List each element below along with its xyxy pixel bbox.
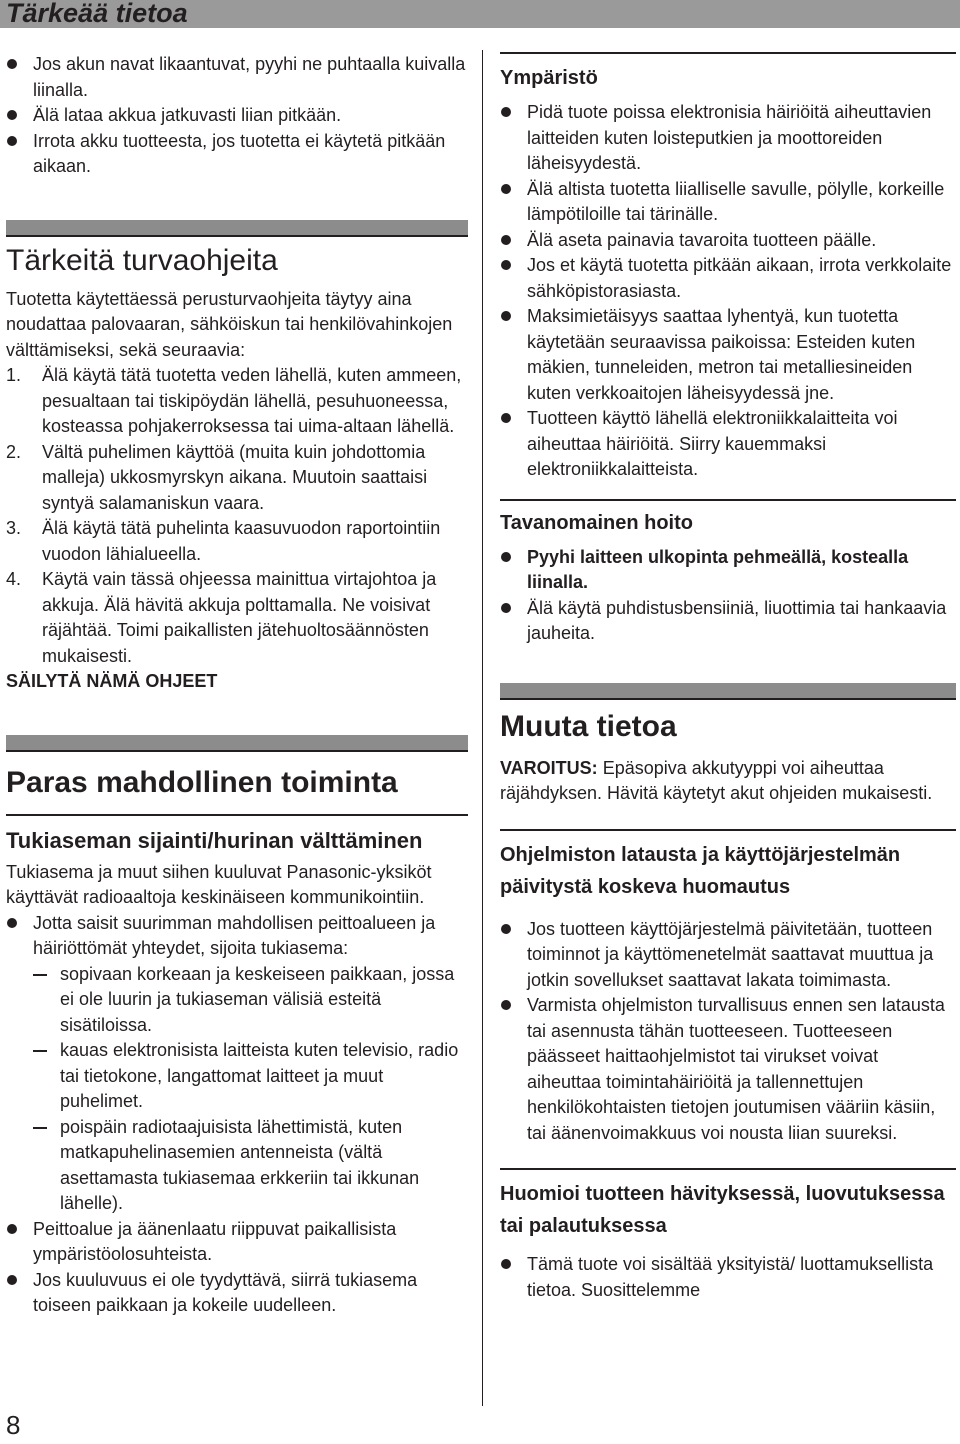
- warning-label: VAROITUS:: [500, 757, 598, 778]
- safety-title: Tärkeitä turvaohjeita: [6, 243, 278, 277]
- list-item: Tämä tuote voi sisältää yksityistä/ luottamuksellista tietoa. Suosittelemme: [500, 1252, 956, 1303]
- section-rule: [500, 1168, 956, 1170]
- item-text: Käytä vain tässä ohjeessa mainittua virtajohtoa ja akkuja. Älä hävitä akkuja polttamalla. Ne voisivat räjähtää. Toimi paikallisten jätehuoltosäännösten mukaisesti.: [42, 569, 437, 666]
- list-item: [6, 567, 468, 669]
- item-number: 4.: [6, 569, 22, 589]
- item-text: Älä käytä tätä puhelinta kaasuvuodon raportointiin vuodon lähialueella.: [42, 518, 441, 564]
- list-item: Jos akun navat likaantuvat, pyyhi ne puhtaalla kuivalla liinalla.: [6, 52, 468, 103]
- item-text: Jotta saisit suurimman mahdollisen peittoalueen ja häiriöttömät yhteydet, sijoita tukiasema:: [33, 912, 436, 958]
- intro-bullet-list: [6, 52, 468, 180]
- other-title: Muuta tietoa: [500, 709, 677, 743]
- page-header-title: Tärkeää tietoa: [6, 0, 188, 28]
- dash-item: kauas elektronisista laitteista kuten televisio, radio tai tietokone, langattomat laitteet ja muut puhelimet.: [33, 1038, 468, 1115]
- list-item: Tuotteen käyttö lähellä elektroniikkalaitteita voi aiheuttaa häiriöitä. Siirry kauemmaksi elektroniikkalaitteista.: [500, 406, 956, 483]
- item-text: Vältä puhelimen käyttöä (muita kuin johdottomia malleja) ukkosmyrskyn aikana. Muutoin saattaisi syntyä salamaniskun vaara.: [42, 441, 428, 513]
- dash-list: [33, 962, 468, 1217]
- environment-title: Ympäristö: [500, 67, 598, 89]
- list-item: [6, 911, 468, 1217]
- warning-text: Epäsopiva akkutyyppi voi aiheuttaa räjähdyksen. Hävitä käytetyt akut ohjeiden mukaisesti.: [500, 757, 933, 803]
- section-rule: [500, 499, 956, 501]
- keep-instructions: SÄILYTÄ NÄMÄ OHJEET: [6, 671, 218, 691]
- section-bar: [6, 220, 468, 237]
- list-item: Pyyhi laitteen ulkopinta pehmeällä, kostealla liinalla.: [500, 545, 956, 596]
- list-item: [6, 363, 468, 440]
- care-list: [500, 545, 956, 647]
- item-number: 2.: [6, 441, 22, 462]
- safety-intro: Tuotetta käytettäessä perusturvaohjeita täytyy aina noudattaa palovaaran, sähköiskun tai henkilövahinkojen välttämiseksi, sekä seuraavia:: [6, 288, 453, 360]
- disposal-title: Huomioi tuotteen hävityksessä, luovutuksessa tai palautuksessa: [500, 1183, 945, 1237]
- performance-intro: Tukiasema ja muut siihen kuuluvat Panasonic-yksiköt käyttävät radioaaltoja keskinäiseen kommunikointiin.: [6, 861, 432, 907]
- item-number: 1.: [6, 365, 22, 385]
- item-text: Älä käytä tätä tuotetta veden lähellä, kuten ammeen, pesualtaan tai tiskipöydän lähellä, pesuhuoneessa, kosteassa pohjakerroksessa tai uima-altaan lähellä.: [42, 365, 462, 436]
- warning-paragraph: [500, 756, 956, 807]
- environment-list: [500, 100, 956, 483]
- left-column: [6, 52, 468, 1319]
- section-rule: [500, 52, 956, 54]
- list-item: Jos et käytä tuotetta pitkään aikaan, irrota verkkolaite sähköpistorasiasta.: [500, 253, 956, 304]
- list-item: Jos tuotteen käyttöjärjestelmä päivitetään, tuotteen toiminnot ja käyttömenetelmät saattavat muuttua ja jotkin sovellukset saattavat lakata toimimasta.: [500, 917, 956, 994]
- software-list: [500, 917, 956, 1147]
- list-item: Jos kuuluvuus ei ole tyydyttävä, siirrä tukiasema toiseen paikkaan ja kokeile uudelleen.: [6, 1268, 468, 1319]
- column-divider: [482, 50, 483, 1406]
- section-rule: [6, 814, 468, 816]
- list-item: Peittoalue ja äänenlaatu riippuvat paikallisista ympäristöolosuhteista.: [6, 1217, 468, 1268]
- list-item: Maksimietäisyys saattaa lyhentyä, kun tuotetta käytetään seuraavissa paikoissa: Esteiden kuten mäkien, tunneleiden, metron tai metalliesineiden kuten verkkoaitojen läheisyydessä jne.: [500, 304, 956, 406]
- list-item: Älä aseta painavia tavaroita tuotteen päälle.: [500, 228, 956, 254]
- performance-subtitle: Tukiaseman sijainti/hurinan välttäminen: [6, 827, 423, 853]
- section-rule: [500, 829, 956, 831]
- section-bar: [6, 735, 468, 752]
- safety-list: [6, 363, 468, 669]
- dash-item: poispäin radiotaajuisista lähettimistä, kuten matkapuhelinasemien antenneista (vältä asettamasta tukiasemaa erkkeriin tai ikkunan lähelle).: [33, 1115, 468, 1217]
- disposal-list: [500, 1252, 956, 1303]
- section-bar: [500, 683, 956, 700]
- performance-bullet-list: [6, 911, 468, 1319]
- performance-title: Paras mahdollinen toiminta: [6, 765, 398, 799]
- item-number: 3.: [6, 518, 22, 538]
- list-item: Älä käytä puhdistusbensiiniä, liuottimia tai hankaavia jauheita.: [500, 596, 956, 647]
- right-column: [500, 52, 956, 1303]
- page-number: 8: [6, 1410, 21, 1440]
- care-title: Tavanomainen hoito: [500, 511, 693, 534]
- list-item: Irrota akku tuotteesta, jos tuotetta ei käytetä pitkään aikaan.: [6, 129, 468, 180]
- list-item: [6, 516, 468, 567]
- list-item: Varmista ohjelmiston turvallisuus ennen sen latausta tai asennusta tähän tuotteeseen. Tuotteeseen päässeet haittaohjelmistot tai virukset voivat aiheuttaa toimintahäiriöitä ja tallennettujen henkilökohtaisten tietojen joutumisen vääriin käsiin, tai äänenvoimakkuus voi nousta liian suureksi.: [500, 993, 956, 1146]
- list-item: Älä altista tuotetta liialliselle savulle, pölylle, korkeille lämpötiloille tai tärinälle.: [500, 177, 956, 228]
- dash-item: sopivaan korkeaan ja keskeiseen paikkaan, jossa ei ole luurin ja tukiaseman välisiä esteitä sisätiloissa.: [33, 962, 468, 1039]
- list-item: [6, 440, 468, 517]
- software-title: Ohjelmiston latausta ja käyttöjärjestelmän päivitystä koskeva huomautus: [500, 843, 901, 898]
- list-item: Pidä tuote poissa elektronisia häiriöitä aiheuttavien laitteiden kuten loisteputkien ja moottoreiden läheisyydestä.: [500, 100, 956, 177]
- list-item: Älä lataa akkua jatkuvasti liian pitkään.: [6, 103, 468, 129]
